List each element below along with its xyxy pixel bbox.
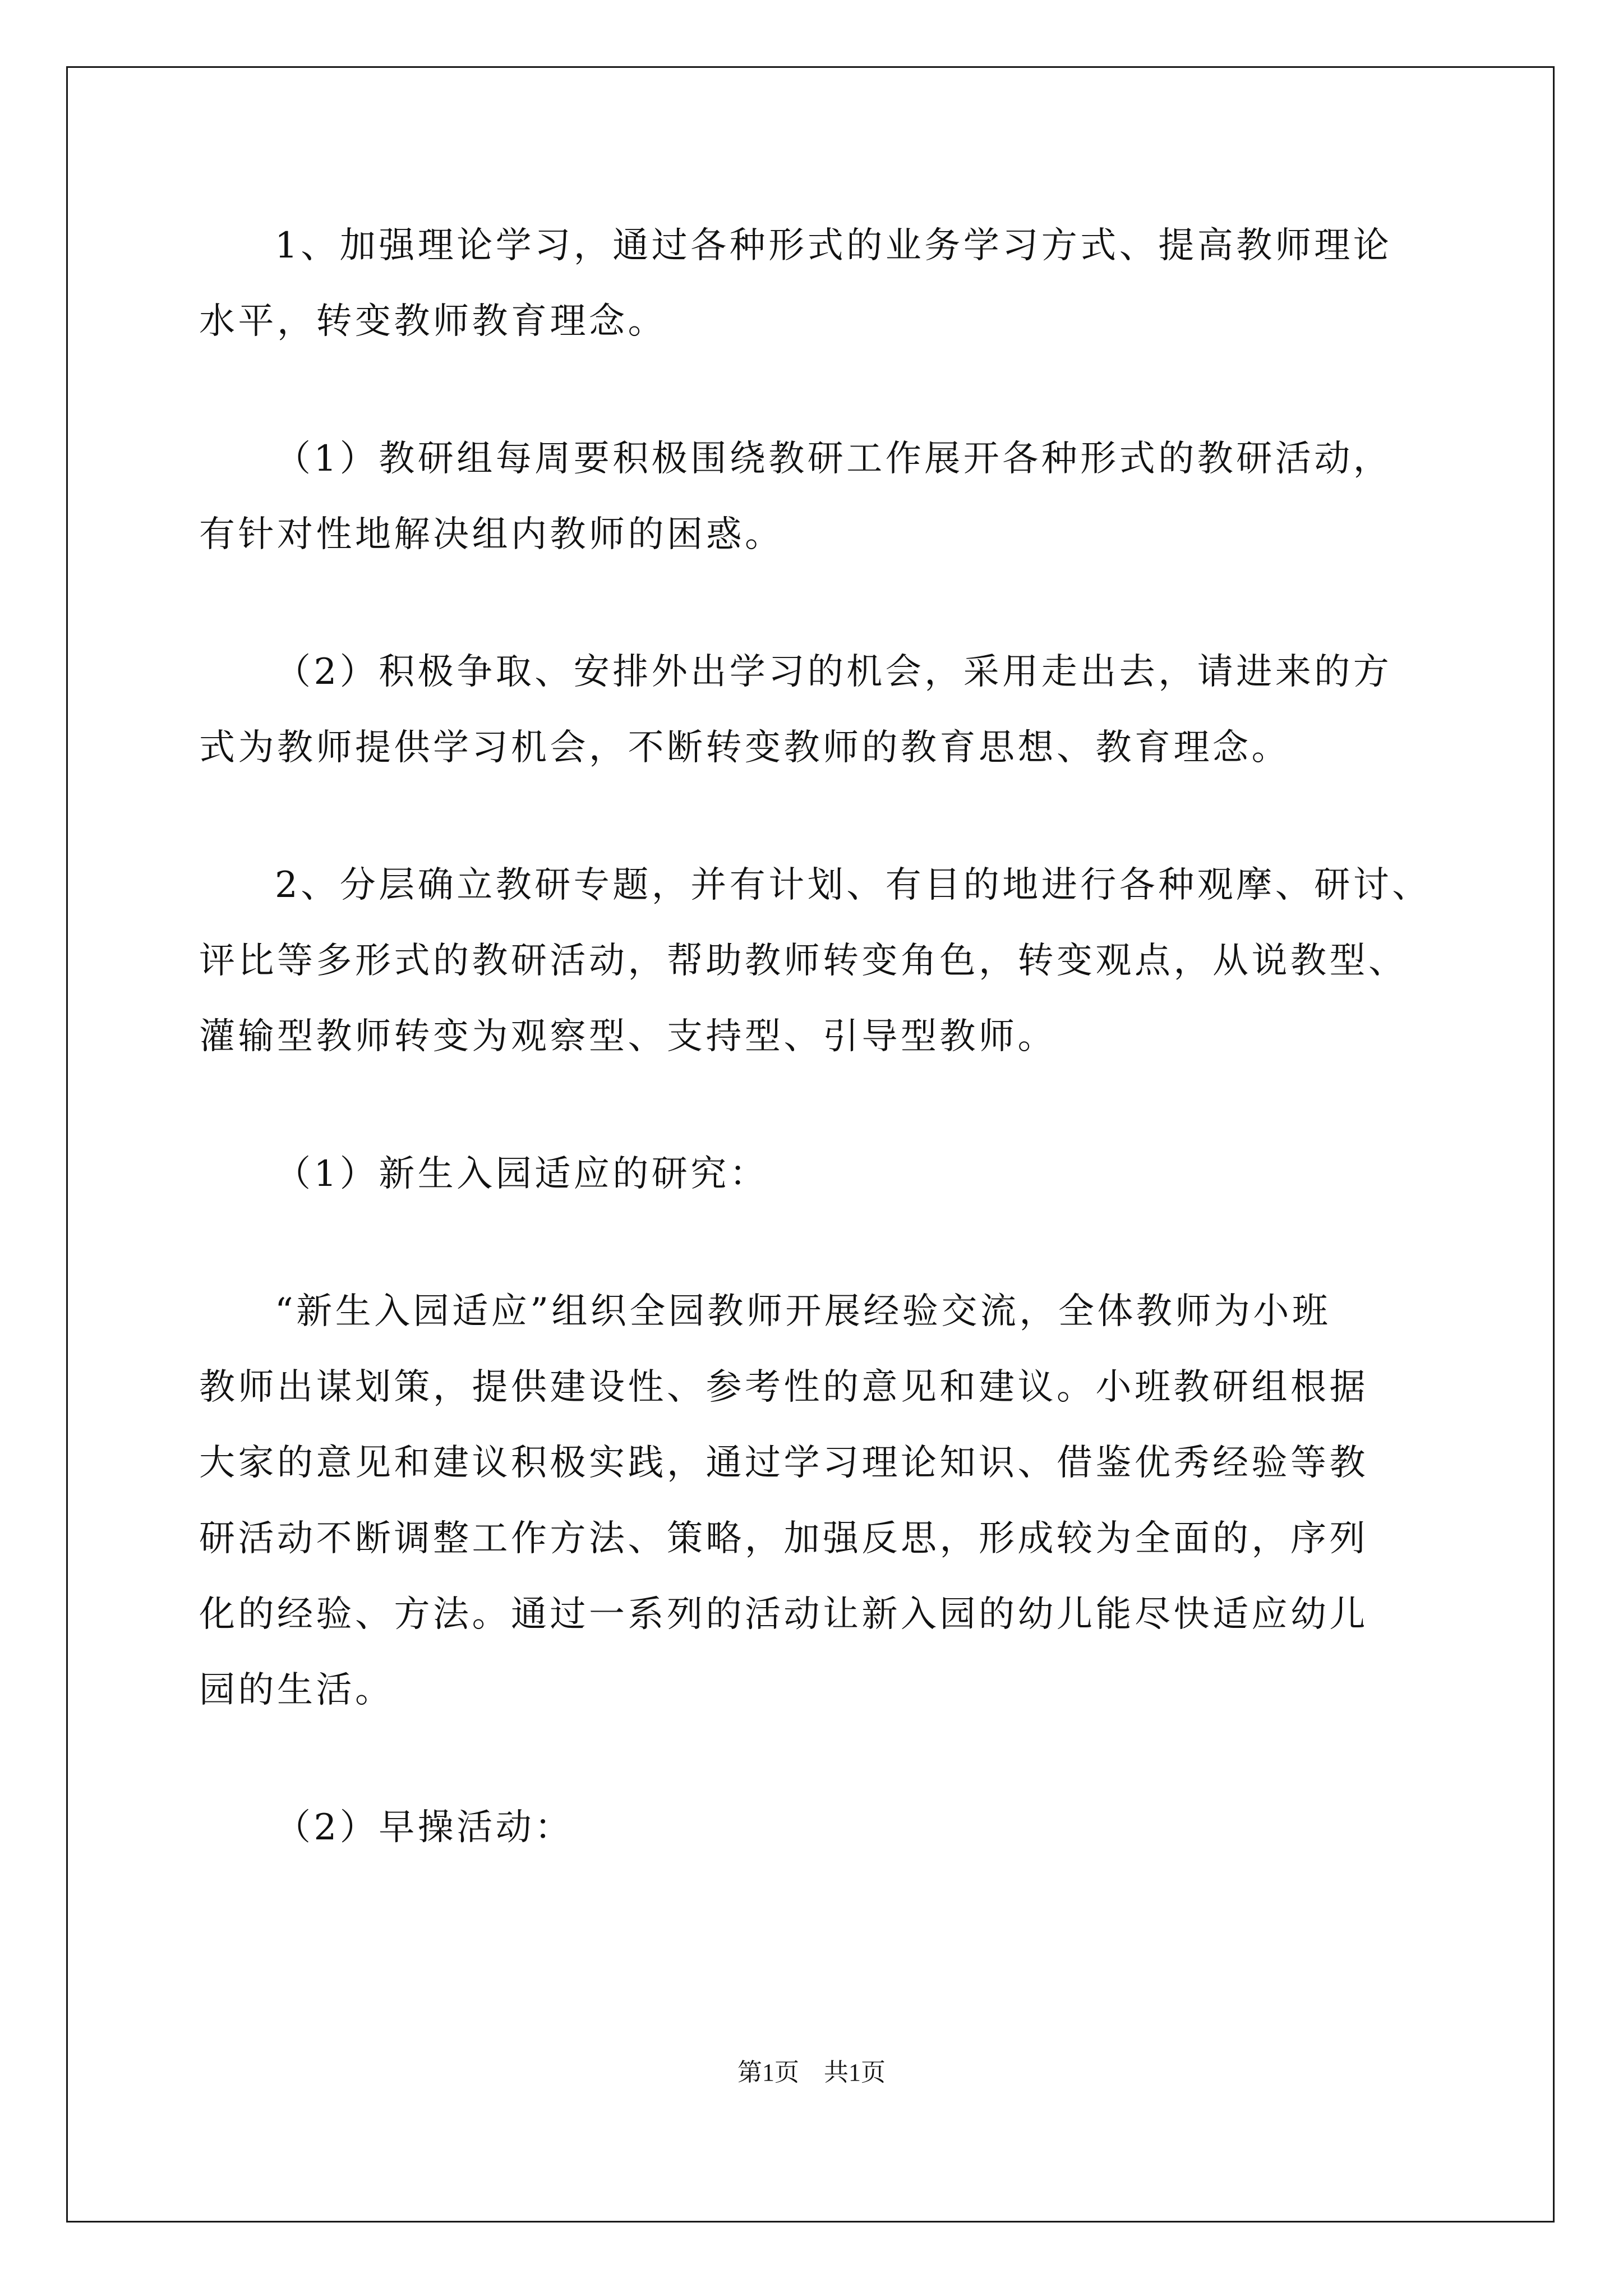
paragraph-line: 有针对性地解决组内教师的困惑。 — [199, 514, 784, 555]
paragraph-line: 园的生活。 — [199, 1669, 394, 1711]
paragraph-line: 化的经验、方法。通过一系列的活动让新入园的幼儿能尽快适应幼儿 — [199, 1594, 1368, 1635]
page-footer: 第1页 共1页 — [737, 2059, 886, 2086]
paragraph-line: （2）积极争取、安排外出学习的机会，采用走出去，请进来的方 — [275, 651, 1393, 693]
paragraph-line: 评比等多形式的教研活动，帮助教师转变角色，转变观点，从说教型、 — [199, 940, 1408, 982]
page-border — [66, 66, 1555, 2223]
paragraph-line: 2、分层确立教研专题，并有计划、有目的地进行各种观摩、研讨、 — [275, 864, 1431, 906]
paragraph-line: 灌输型教师转变为观察型、支持型、引导型教师。 — [199, 1016, 1057, 1057]
paragraph-line: （1）新生入园适应的研究： — [275, 1153, 769, 1195]
paragraph-line: “新生入园适应”组织全园教师开展经验交流，全体教师为小班 — [275, 1291, 1331, 1332]
paragraph-line: 式为教师提供学习机会，不断转变教师的教育思想、教育理念。 — [199, 727, 1290, 769]
paragraph-line: 1、加强理论学习，通过各种形式的业务学习方式、提高教师理论 — [275, 225, 1393, 266]
paragraph-line: （2）早操活动： — [275, 1807, 574, 1848]
paragraph-line: （1）教研组每周要积极围绕教研工作展开各种形式的教研活动， — [275, 438, 1393, 480]
paragraph-line: 研活动不断调整工作方法、策略，加强反思，形成较为全面的，序列 — [199, 1518, 1368, 1559]
paragraph-line: 水平，转变教师教育理念。 — [199, 301, 667, 342]
paragraph-line: 教师出谋划策，提供建设性、参考性的意见和建议。小班教研组根据 — [199, 1366, 1368, 1408]
paragraph-line: 大家的意见和建议积极实践，通过学习理论知识、借鉴优秀经验等教 — [199, 1442, 1368, 1484]
